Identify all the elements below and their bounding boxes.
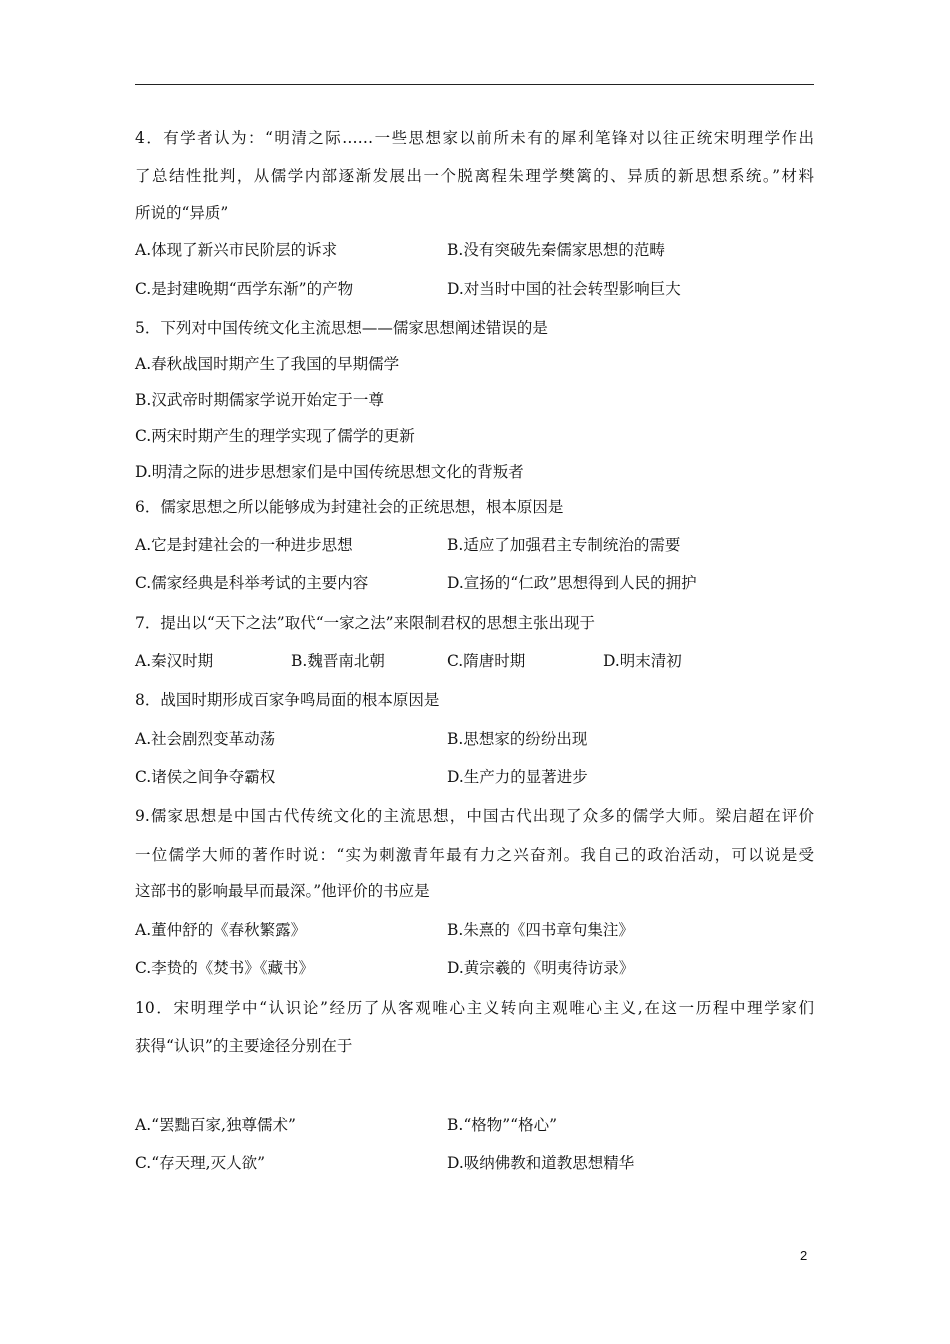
page-number: 2 [800, 1248, 808, 1263]
question-8-stem: 8．战国时期形成百家争鸣局面的根本原因是 [135, 691, 440, 709]
option-a[interactable]: A.“罢黜百家,独尊儒术” [135, 1116, 296, 1134]
option-b[interactable]: B.魏晋南北朝 [291, 652, 385, 670]
option-b[interactable]: B.朱熹的《四书章句集注》 [447, 921, 634, 939]
option-b[interactable]: B.“格物”“格心” [447, 1116, 558, 1134]
question-4-stem-line: 了总结性批判，从儒学内部逐渐发展出一个脱离程朱理学樊篱的、异质的新思想系统。”材料 [135, 167, 814, 185]
option-c[interactable]: C.隋唐时期 [447, 652, 526, 670]
option-b[interactable]: B.适应了加强君主专制统治的需要 [447, 536, 681, 554]
option-b[interactable]: B.没有突破先秦儒家思想的范畴 [447, 241, 665, 259]
question-4-stem-line: 4．有学者认为：“明清之际……一些思想家以前所未有的犀利笔锋对以往正统宋明理学作出 [135, 129, 814, 147]
option-a[interactable]: A.体现了新兴市民阶层的诉求 [135, 241, 338, 259]
option-c[interactable]: C.是封建晚期“西学东渐”的产物 [135, 280, 354, 298]
option-d[interactable]: D.吸纳佛教和道教思想精华 [447, 1154, 635, 1172]
option-a[interactable]: A.春秋战国时期产生了我国的早期儒学 [135, 355, 400, 373]
question-10-stem-line: 获得“认识”的主要途径分别在于 [135, 1037, 353, 1055]
option-d[interactable]: D.明末清初 [603, 652, 682, 670]
option-b[interactable]: B.汉武帝时期儒家学说开始定于一尊 [135, 391, 384, 409]
option-c[interactable]: C.儒家经典是科举考试的主要内容 [135, 574, 369, 592]
question-10-stem-line: 10．宋明理学中“认识论”经历了从客观唯心主义转向主观唯心主义,在这一历程中理学家们 [135, 999, 814, 1017]
question-9-stem-line: 一位儒学大师的著作时说：“实为刺激青年最有力之兴奋剂。我自己的政治活动，可以说是受 [135, 846, 814, 864]
question-4-stem-line: 所说的“异质” [135, 204, 229, 222]
option-a[interactable]: A.秦汉时期 [135, 652, 214, 670]
option-d[interactable]: D.宣扬的“仁政”思想得到人民的拥护 [447, 574, 697, 592]
option-b[interactable]: B.思想家的纷纷出现 [447, 730, 588, 748]
option-a[interactable]: A.它是封建社会的一种进步思想 [135, 536, 353, 554]
option-a[interactable]: A.董仲舒的《春秋繁露》 [135, 921, 307, 939]
question-6-stem: 6．儒家思想之所以能够成为封建社会的正统思想，根本原因是 [135, 498, 564, 516]
question-5-stem: 5．下列对中国传统文化主流思想——儒家思想阐述错误的是 [135, 319, 548, 337]
option-d[interactable]: D.黄宗羲的《明夷待访录》 [447, 959, 635, 977]
option-c[interactable]: C.“存天理,灭人欲” [135, 1154, 266, 1172]
option-a[interactable]: A.社会剧烈变革动荡 [135, 730, 276, 748]
option-d[interactable]: D.生产力的显著进步 [447, 768, 588, 786]
option-c[interactable]: C.诸侯之间争夺霸权 [135, 768, 276, 786]
question-9-stem-line: 这部书的影响最早而最深。”他评价的书应是 [135, 882, 430, 900]
question-9-stem-line: 9.儒家思想是中国古代传统文化的主流思想，中国古代出现了众多的儒学大师。梁启超在评价 [135, 807, 814, 825]
option-d[interactable]: D.对当时中国的社会转型影响巨大 [447, 280, 681, 298]
header-rule [135, 84, 814, 85]
option-d[interactable]: D.明清之际的进步思想家们是中国传统思想文化的背叛者 [135, 463, 524, 481]
option-c[interactable]: C.李贽的《焚书》《藏书》 [135, 959, 314, 977]
option-c[interactable]: C.两宋时期产生的理学实现了儒学的更新 [135, 427, 415, 445]
question-7-stem: 7．提出以“天下之法”取代“一家之法”来限制君权的思想主张出现于 [135, 614, 596, 632]
